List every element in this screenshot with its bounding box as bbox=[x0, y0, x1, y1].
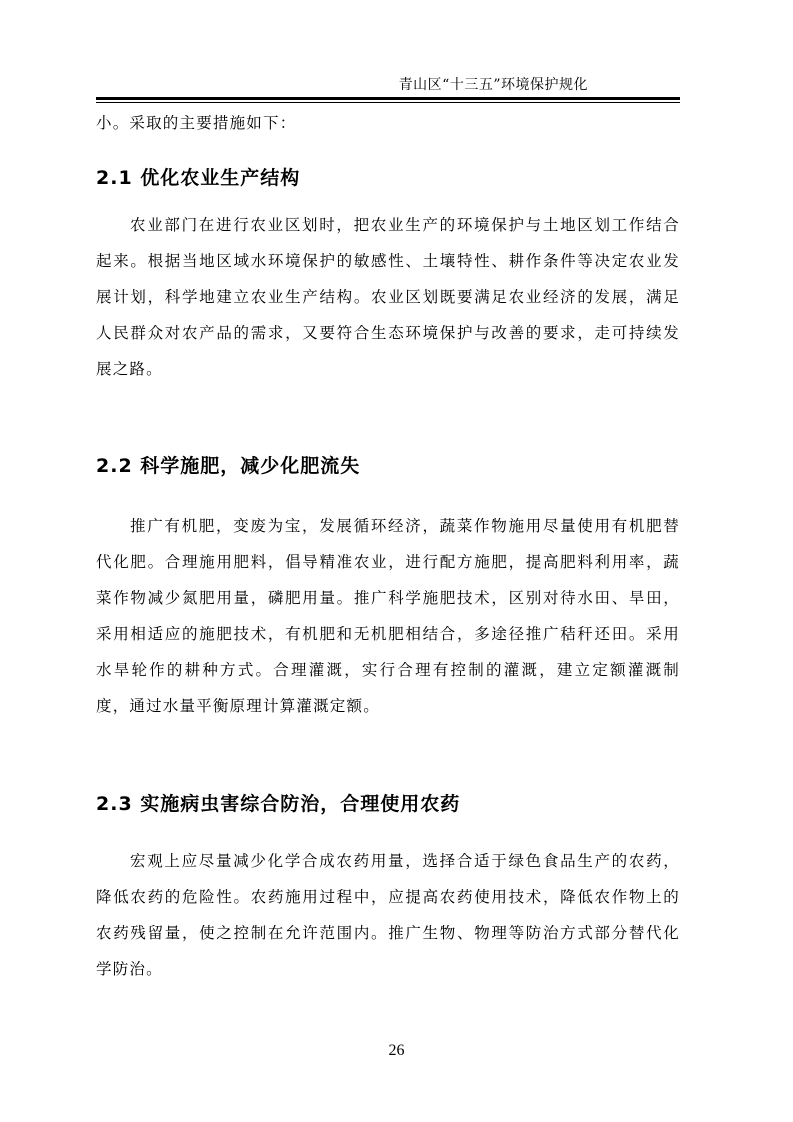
section-paragraph-2-3: 宏观上应尽量减少化学合成农药用量，选择合适于绿色食品生产的农药，降低农药的危险性。农药施用过程中，应提高农药使用技术，降低农作物上的农药残留量，使之控制在允许范围内。推广生物、物理等防治方式部分替代化学防治。 bbox=[96, 852, 680, 978]
section-paragraph-2-2: 推广有机肥，变废为宝，发展循环经济，蔬菜作物施用尽量使用有机肥替代化肥。合理施用肥料，倡导精准农业，进行配方施肥，提高肥料利用率，蔬菜作物减少氮肥用量，磷肥用量。推广科学施肥技术，区别对待水田、旱田，采用相适应的施肥技术，有机肥和无机肥相结合，多途径推广秸秆还田。采用水旱轮作的耕种方式。合理灌溉，实行合理有控制的灌溉，建立定额灌溉制度，通过水量平衡原理计算灌溉定额。 bbox=[96, 517, 680, 715]
page-number: 26 bbox=[388, 1042, 405, 1059]
section-paragraph-2-1: 农业部门在进行农业区划时，把农业生产的环境保护与土地区划工作结合起来。根据当地区域水环境保护的敏感性、土壤特性、耕作条件等决定农业发展计划，科学地建立农业生产结构。农业区划既要满足农业经济的发展，满足人民群众对农产品的需求，又要符合生态环境保护与改善的要求，走可持续发展之路。 bbox=[96, 216, 680, 378]
header-rule-thin bbox=[96, 102, 680, 103]
section-heading-2-1: 2.1 优化农业生产结构 bbox=[96, 167, 301, 189]
section-heading-2-3: 2.3 实施病虫害综合防治，合理使用农药 bbox=[96, 793, 461, 815]
section-heading-2-2: 2.2 科学施肥，减少化肥流失 bbox=[96, 455, 361, 477]
header-rule-thick bbox=[96, 97, 680, 100]
continued-paragraph: 小。采取的主要措施如下： bbox=[96, 114, 297, 132]
running-header-title: 青山区“十三五”环境保护规化 bbox=[398, 77, 588, 93]
